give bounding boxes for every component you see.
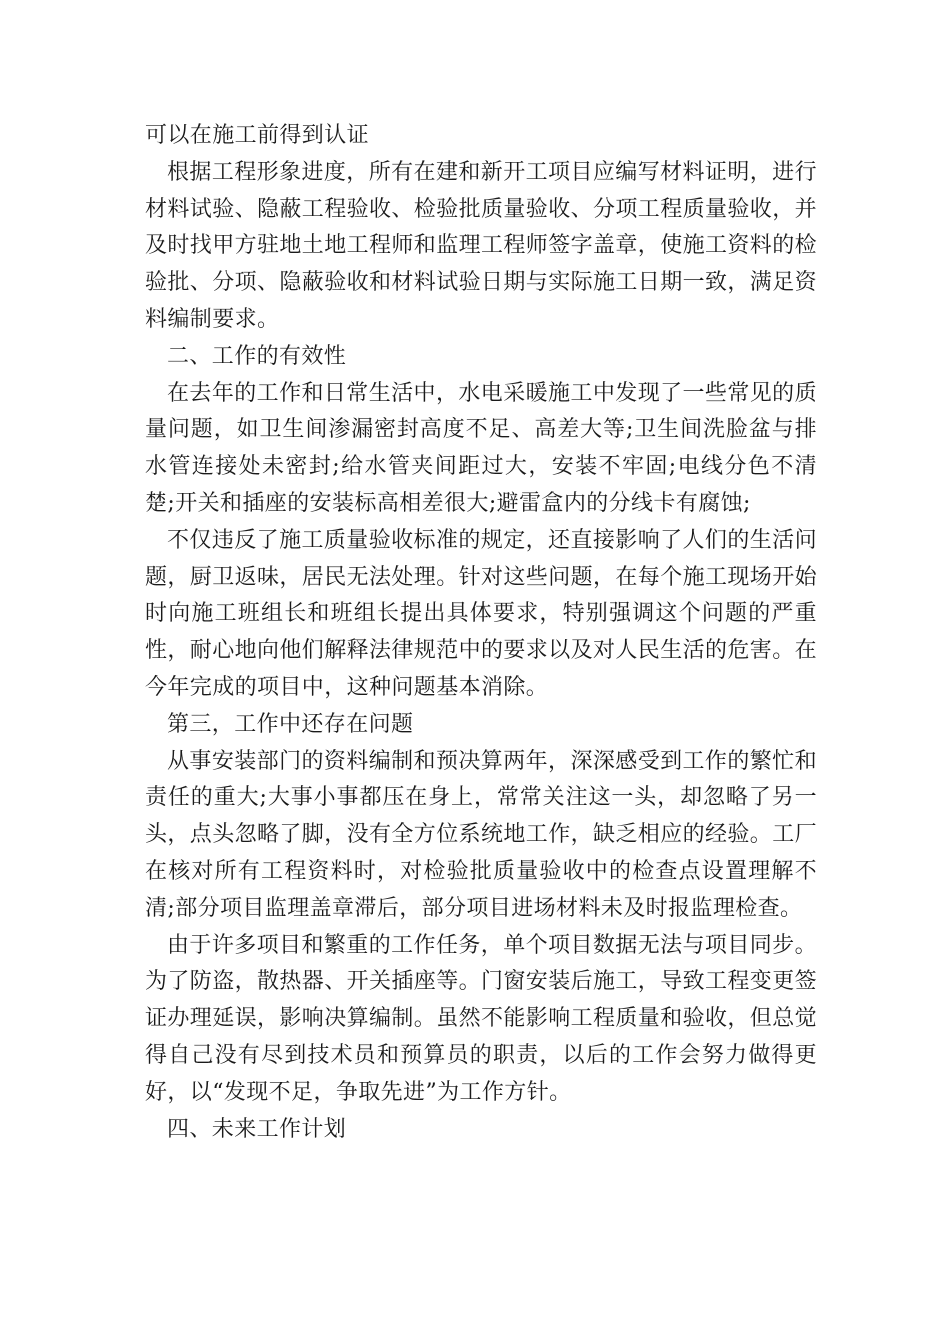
section-heading-existing-problems: 第三，工作中还存在问题 xyxy=(167,711,414,737)
paragraph-project-sync: 由于许多项目和繁重的工作任务，单个项目数据无法与项目同步。为了防盗，散热器、开关插座等。门窗安装后施工，导致工程变更签证办理延误，影响决算编制。虽然不能影响工程质量和验收，但总觉得自己没有尽到技术员和预算员的职责，以后的工作会努力做得更好，以“发现不足，争取先进”为工作方针。 xyxy=(145,932,818,1105)
paragraph-continuation: 可以在施工前得到认证 xyxy=(145,123,370,148)
paragraph-workload-experience: 从事安装部门的资料编制和预决算两年，深深感受到工作的繁忙和责任的重大;大事小事都压在身上，常常关注这一头，却忽略了另一头，点头忽略了脚，没有全方位系统地工作，缺乏相应的经验。工厂在核对所有工程资料时，对检验批质量验收中的检查点设置理解不清;部分项目监理盖章滞后，部分项目进场材料未及时报监理检查。 xyxy=(145,748,818,921)
paragraph-materials-certification: 根据工程形象进度，所有在建和新开工项目应编写材料证明，进行材料试验、隐蔽工程验收、检验批质量验收、分项工程质量验收，并及时找甲方驻地土地工程师和监理工程师签字盖章，使施工资料的检验批、分项、隐蔽验收和材料试验日期与实际施工日期一致，满足资料编制要求。 xyxy=(145,159,818,332)
paragraph-corrective-measures: 不仅违反了施工质量验收标准的规定，还直接影响了人们的生活问题，厨卫返味，居民无法处理。针对这些问题，在每个施工现场开始时向施工班组长和班组长提出具体要求，特别强调这个问题的严重性，耐心地向他们解释法律规范中的要求以及对人民生活的危害。在今年完成的项目中，这种问题基本消除。 xyxy=(145,527,818,700)
document-body xyxy=(145,118,817,1148)
section-heading-effectiveness: 二、工作的有效性 xyxy=(167,343,347,369)
paragraph-quality-issues: 在去年的工作和日常生活中，水电采暖施工中发现了一些常见的质量问题，如卫生间渗漏密封高度不足、高差大等;卫生间洗脸盆与排水管连接处未密封;给水管夹间距过大，安装不牢固;电线分色不清楚;开关和插座的安装标高相差很大;避雷盒内的分线卡有腐蚀; xyxy=(145,380,817,516)
section-heading-future-plan: 四、未来工作计划 xyxy=(167,1116,347,1142)
